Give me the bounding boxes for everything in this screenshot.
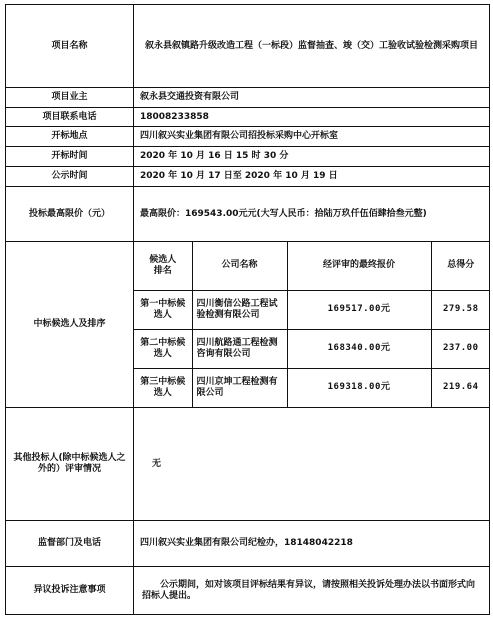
owner-label: 项目业主 (6, 88, 134, 108)
bid-result-table (5, 4, 490, 615)
row-candidates (6, 242, 490, 408)
max-price-label: 投标最高限价（元） (6, 187, 134, 242)
row-venue (6, 127, 490, 147)
row-publicity-time (6, 167, 490, 187)
open-time-label: 开标时间 (6, 147, 134, 167)
row-objection (6, 567, 490, 615)
objection-label: 异议投诉注意事项 (6, 567, 134, 615)
row-open-time (6, 147, 490, 167)
candidates-table (134, 242, 490, 407)
candidate-score: 237.00 (431, 329, 490, 368)
publicity-time-label: 公示时间 (6, 167, 134, 187)
row-owner (6, 88, 490, 108)
phone-label: 项目联系电话 (6, 108, 134, 127)
project-name-text: 叙永县叙镇路升级改造工程（一标段）监督抽查、竣（交）工验收试验检测采购项目 (144, 40, 478, 51)
phone-value: 18008233858 (134, 108, 490, 127)
row-max-price (6, 187, 490, 242)
candidate-row (134, 329, 490, 368)
row-other-bidders (6, 408, 490, 521)
candidate-rank: 第三中标候选人 (134, 368, 192, 407)
candidate-rank: 第一中标候选人 (134, 290, 192, 329)
project-name-value (134, 5, 490, 88)
candidate-price: 169517.00元 (287, 290, 431, 329)
candidate-price: 168340.00元 (287, 329, 431, 368)
candidates-label: 中标候选人及排序 (6, 242, 134, 408)
open-time-value: 2020 年 10 月 16 日 15 时 30 分 (134, 147, 490, 167)
other-bidders-label: 其他投标人(除中标候选人之外的）评审情况 (6, 408, 134, 521)
row-phone (6, 108, 490, 127)
candidate-price: 169318.00元 (287, 368, 431, 407)
candidate-company: 四川京坤工程检测有限公司 (192, 368, 287, 407)
project-name-label: 项目名称 (6, 5, 134, 88)
max-price-value: 最高限价：169543.00元元(大写人民币：拾陆万玖仟伍佰肆拾叁元整) (134, 187, 490, 242)
supervisor-value: 四川叙兴实业集团有限公司纪检办，18148042218 (134, 521, 490, 567)
candidates-cell (134, 242, 490, 408)
candidate-company: 四川航路通工程检测咨询有限公司 (192, 329, 287, 368)
rank-header: 候选人排名 (134, 242, 192, 290)
candidate-row (134, 290, 490, 329)
company-header: 公司名称 (192, 242, 287, 290)
candidate-rank: 第二中标候选人 (134, 329, 192, 368)
score-header: 总得分 (431, 242, 490, 290)
price-header: 经评审的最终报价 (287, 242, 431, 290)
venue-label: 开标地点 (6, 127, 134, 147)
row-project-name (6, 5, 490, 88)
candidates-header-row (134, 242, 490, 290)
candidate-company: 四川衡信公路工程试验检测有限公司 (192, 290, 287, 329)
owner-value: 叙永县交通投资有限公司 (134, 88, 490, 108)
candidate-score: 279.58 (431, 290, 490, 329)
candidate-score: 219.64 (431, 368, 490, 407)
candidate-row (134, 368, 490, 407)
supervisor-label: 监督部门及电话 (6, 521, 134, 567)
publicity-time-value: 2020 年 10 月 17 日至 2020 年 10 月 19 日 (134, 167, 490, 187)
objection-value: 公示期间，如对该项目评标结果有异议，请按照相关投诉处理办法以书面形式向招标人提出。 (134, 567, 490, 615)
venue-value: 四川叙兴实业集团有限公司招投标采购中心开标室 (134, 127, 490, 147)
row-supervisor (6, 521, 490, 567)
other-bidders-value: 无 (134, 408, 490, 521)
